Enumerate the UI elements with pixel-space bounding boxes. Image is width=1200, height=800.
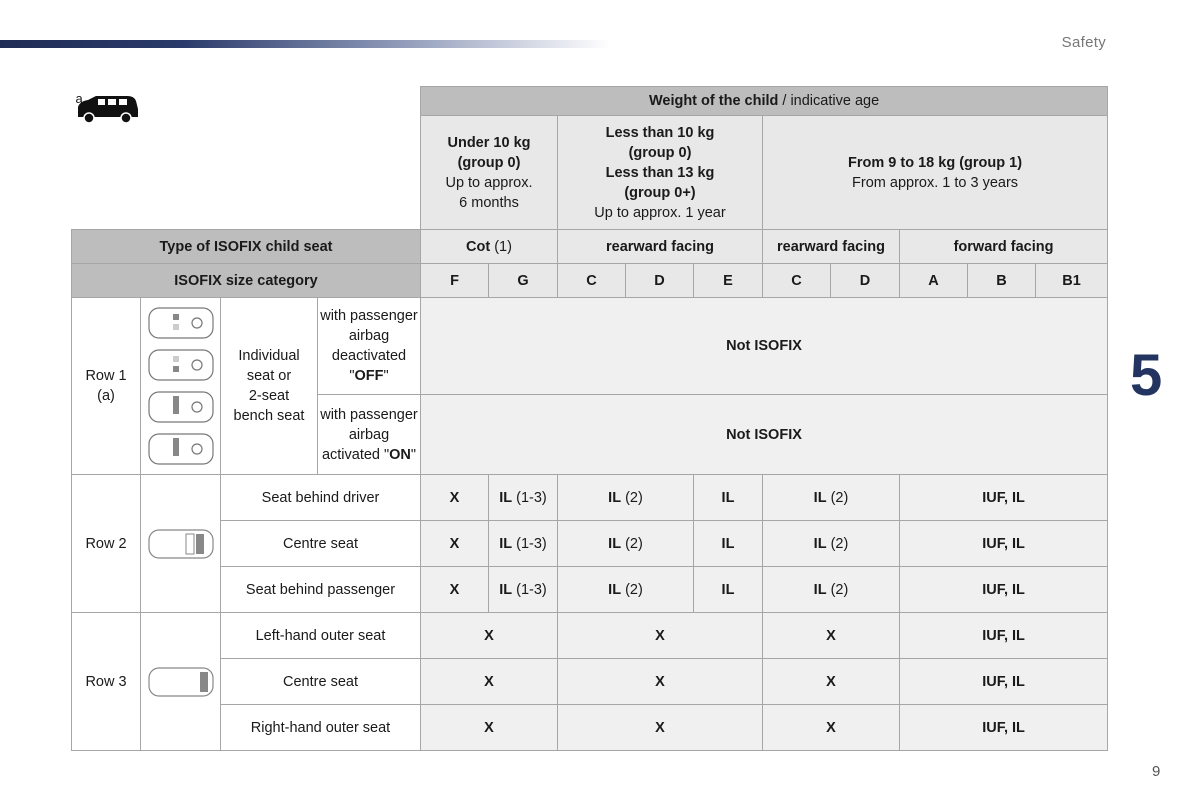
cell-forward: IUF, IL xyxy=(900,613,1108,659)
size-cell: D xyxy=(626,264,694,298)
cell-cd: IL (2) xyxy=(558,521,694,567)
row1-seat-diagram xyxy=(141,298,221,475)
type-label: Type of ISOFIX child seat xyxy=(72,230,421,264)
size-cell: B1 xyxy=(1036,264,1108,298)
cell-fg: X xyxy=(421,659,558,705)
chapter-number: 5 xyxy=(1130,343,1163,408)
vehicle-note: a xyxy=(75,90,83,106)
cell-cd2: IL (2) xyxy=(763,475,900,521)
cell-forward: IUF, IL xyxy=(900,659,1108,705)
isofix-table xyxy=(71,86,1108,751)
seat-layout-icon xyxy=(145,302,217,470)
airbag-off-label: with passenger airbag deactivated "OFF" xyxy=(318,298,421,395)
cell-cd: IL (2) xyxy=(558,567,694,613)
type-rearward-1: rearward facing xyxy=(558,230,763,264)
size-cell: F xyxy=(421,264,489,298)
size-cell: C xyxy=(763,264,831,298)
cell-f: X xyxy=(421,475,489,521)
size-cell: C xyxy=(558,264,626,298)
row1-off-value: Not ISOFIX xyxy=(421,298,1108,395)
page-number: 9 xyxy=(1152,763,1161,780)
size-cell: B xyxy=(968,264,1036,298)
seat-name: Right-hand outer seat xyxy=(221,705,421,751)
type-rearward-2: rearward facing xyxy=(763,230,900,264)
cell-cde: X xyxy=(558,705,763,751)
cell-cd2: IL (2) xyxy=(763,567,900,613)
cell-forward: IUF, IL xyxy=(900,705,1108,751)
cell-g: IL (1-3) xyxy=(489,475,558,521)
group-9-18kg: From 9 to 18 kg (group 1) From approx. 1 to 3 years xyxy=(763,116,1108,230)
type-forward: forward facing xyxy=(900,230,1108,264)
cell-f: X xyxy=(421,521,489,567)
group-less-13kg: Less than 10 kg (group 0) Less than 13 kg (group 0+) Up to approx. 1 year xyxy=(558,116,763,230)
cell-cde: X xyxy=(558,659,763,705)
row1-seat-description: Individual seat or 2-seat bench seat xyxy=(221,298,318,475)
cell-fg: X xyxy=(421,613,558,659)
group-under-10kg: Under 10 kg (group 0) Up to approx. 6 months xyxy=(421,116,558,230)
cell-e: IL xyxy=(694,521,763,567)
row1-on-value: Not ISOFIX xyxy=(421,395,1108,475)
cell-g: IL (1-3) xyxy=(489,521,558,567)
seat-name: Seat behind driver xyxy=(221,475,421,521)
cell-cd2: IL (2) xyxy=(763,521,900,567)
cell-g: IL (1-3) xyxy=(489,567,558,613)
row2-label: Row 2 xyxy=(72,475,141,613)
cell-cd2: X xyxy=(763,659,900,705)
cell-fg: X xyxy=(421,705,558,751)
airbag-on-label: with passenger airbag activated "ON" xyxy=(318,395,421,475)
seat-layout-icon xyxy=(146,527,216,561)
row2-seat-diagram xyxy=(141,475,221,613)
row3-seat-diagram xyxy=(141,613,221,751)
cell-cde: X xyxy=(558,613,763,659)
cell-forward: IUF, IL xyxy=(900,521,1108,567)
cell-e: IL xyxy=(694,475,763,521)
cell-forward: IUF, IL xyxy=(900,475,1108,521)
seat-layout-icon xyxy=(146,665,216,699)
weight-header: Weight of the child / indicative age xyxy=(421,87,1108,116)
seat-name: Centre seat xyxy=(221,521,421,567)
cell-cd2: X xyxy=(763,705,900,751)
seat-name: Seat behind passenger xyxy=(221,567,421,613)
size-cell: G xyxy=(489,264,558,298)
cell-f: X xyxy=(421,567,489,613)
cell-e: IL xyxy=(694,567,763,613)
row1-label: Row 1 (a) xyxy=(72,298,141,475)
cell-cd2: X xyxy=(763,613,900,659)
vehicle-icon-cell xyxy=(72,87,421,230)
header-gradient-bar xyxy=(0,40,610,48)
row3-label: Row 3 xyxy=(72,613,141,751)
section-title: Safety xyxy=(1061,34,1106,51)
size-cell: A xyxy=(900,264,968,298)
car-side-icon xyxy=(74,91,140,127)
seat-name: Left-hand outer seat xyxy=(221,613,421,659)
cell-forward: IUF, IL xyxy=(900,567,1108,613)
size-cell: E xyxy=(694,264,763,298)
size-cell: D xyxy=(831,264,900,298)
type-cot: Cot (1) xyxy=(421,230,558,264)
size-label: ISOFIX size category xyxy=(72,264,421,298)
cell-cd: IL (2) xyxy=(558,475,694,521)
seat-name: Centre seat xyxy=(221,659,421,705)
